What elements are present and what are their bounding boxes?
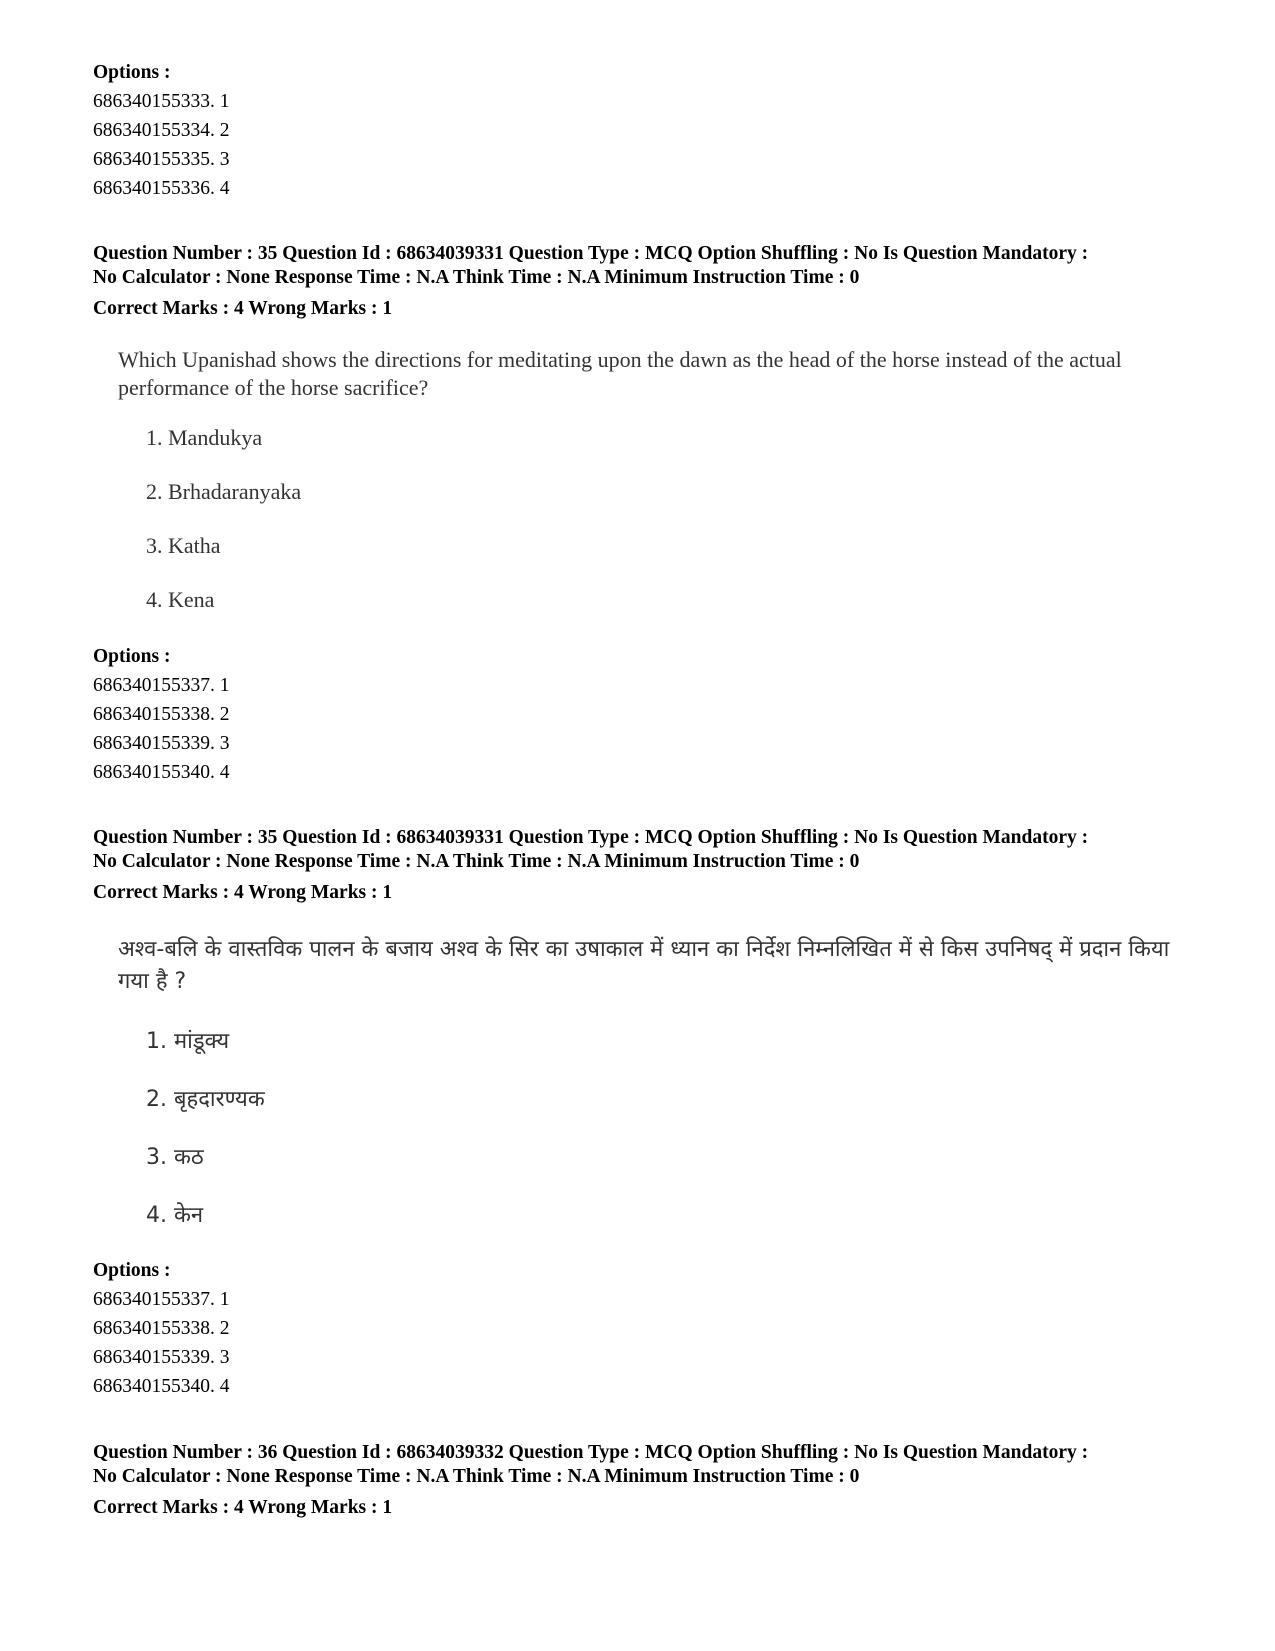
question-choice: 2. Brhadaranyaka: [146, 479, 302, 504]
options-block-q35-en: [93, 642, 230, 787]
option-id-line: 686340155338. 2: [93, 704, 230, 725]
question-choice: 4. Kena: [146, 587, 215, 612]
marks-line: Correct Marks : 4 Wrong Marks : 1: [93, 882, 393, 903]
question-choice: 4. केन: [146, 1203, 204, 1228]
question-meta-line: No Calculator : None Response Time : N.A Think Time : N.A Minimum Instruction Time : 0: [93, 851, 860, 872]
question-35-en-header: [93, 242, 1088, 323]
question-35-hi-text: अश्व-बलि के वास्तविक पालन के बजाय अश्व के सिर का उषाकाल में ध्यान का निर्देश निम्नलिखित में से किस उपनिषद् में प्रदान किया गया है ?: [118, 937, 1170, 994]
question-choice: 1. मांडूक्य: [146, 1029, 230, 1054]
question-choice: 3. कठ: [146, 1145, 204, 1170]
option-id-line: 686340155339. 3: [93, 733, 230, 754]
question-meta-line: No Calculator : None Response Time : N.A Think Time : N.A Minimum Instruction Time : 0: [93, 1466, 860, 1487]
question-36-header: [93, 1441, 1088, 1522]
marks-line: Correct Marks : 4 Wrong Marks : 1: [93, 298, 393, 319]
question-35-hi-header: [93, 826, 1088, 907]
option-id-line: 686340155338. 2: [93, 1318, 230, 1339]
option-id-line: 686340155334. 2: [93, 120, 230, 141]
options-label: Options :: [93, 62, 171, 83]
option-id-line: 686340155339. 3: [93, 1347, 230, 1368]
options-label: Options :: [93, 1260, 171, 1281]
options-block-q35-hi: [93, 1256, 230, 1401]
option-id-line: 686340155337. 1: [93, 1289, 230, 1310]
question-meta-line: No Calculator : None Response Time : N.A Think Time : N.A Minimum Instruction Time : 0: [93, 267, 860, 288]
option-id-line: 686340155340. 4: [93, 762, 230, 783]
option-id-line: 686340155333. 1: [93, 91, 230, 112]
options-block-top: [93, 58, 230, 203]
question-choice: 3. Katha: [146, 533, 221, 558]
question-meta-line: Question Number : 36 Question Id : 68634039332 Question Type : MCQ Option Shuffling : No Is Question Mandatory :: [93, 1442, 1089, 1463]
marks-line: Correct Marks : 4 Wrong Marks : 1: [93, 1497, 393, 1518]
option-id-line: 686340155340. 4: [93, 1376, 230, 1397]
question-meta-line: Question Number : 35 Question Id : 68634039331 Question Type : MCQ Option Shuffling : No Is Question Mandatory :: [93, 827, 1089, 848]
options-label: Options :: [93, 646, 171, 667]
question-35-en-text: Which Upanishad shows the directions for meditating upon the dawn as the head of the horse instead of the actual performance of the horse sacrifice?: [118, 347, 1122, 400]
question-meta-line: Question Number : 35 Question Id : 68634039331 Question Type : MCQ Option Shuffling : No Is Question Mandatory :: [93, 243, 1089, 264]
option-id-line: 686340155336. 4: [93, 178, 230, 199]
question-choice: 2. बृहदारण्यक: [146, 1087, 265, 1112]
question-choice: 1. Mandukya: [146, 425, 263, 450]
option-id-line: 686340155337. 1: [93, 675, 230, 696]
option-id-line: 686340155335. 3: [93, 149, 230, 170]
